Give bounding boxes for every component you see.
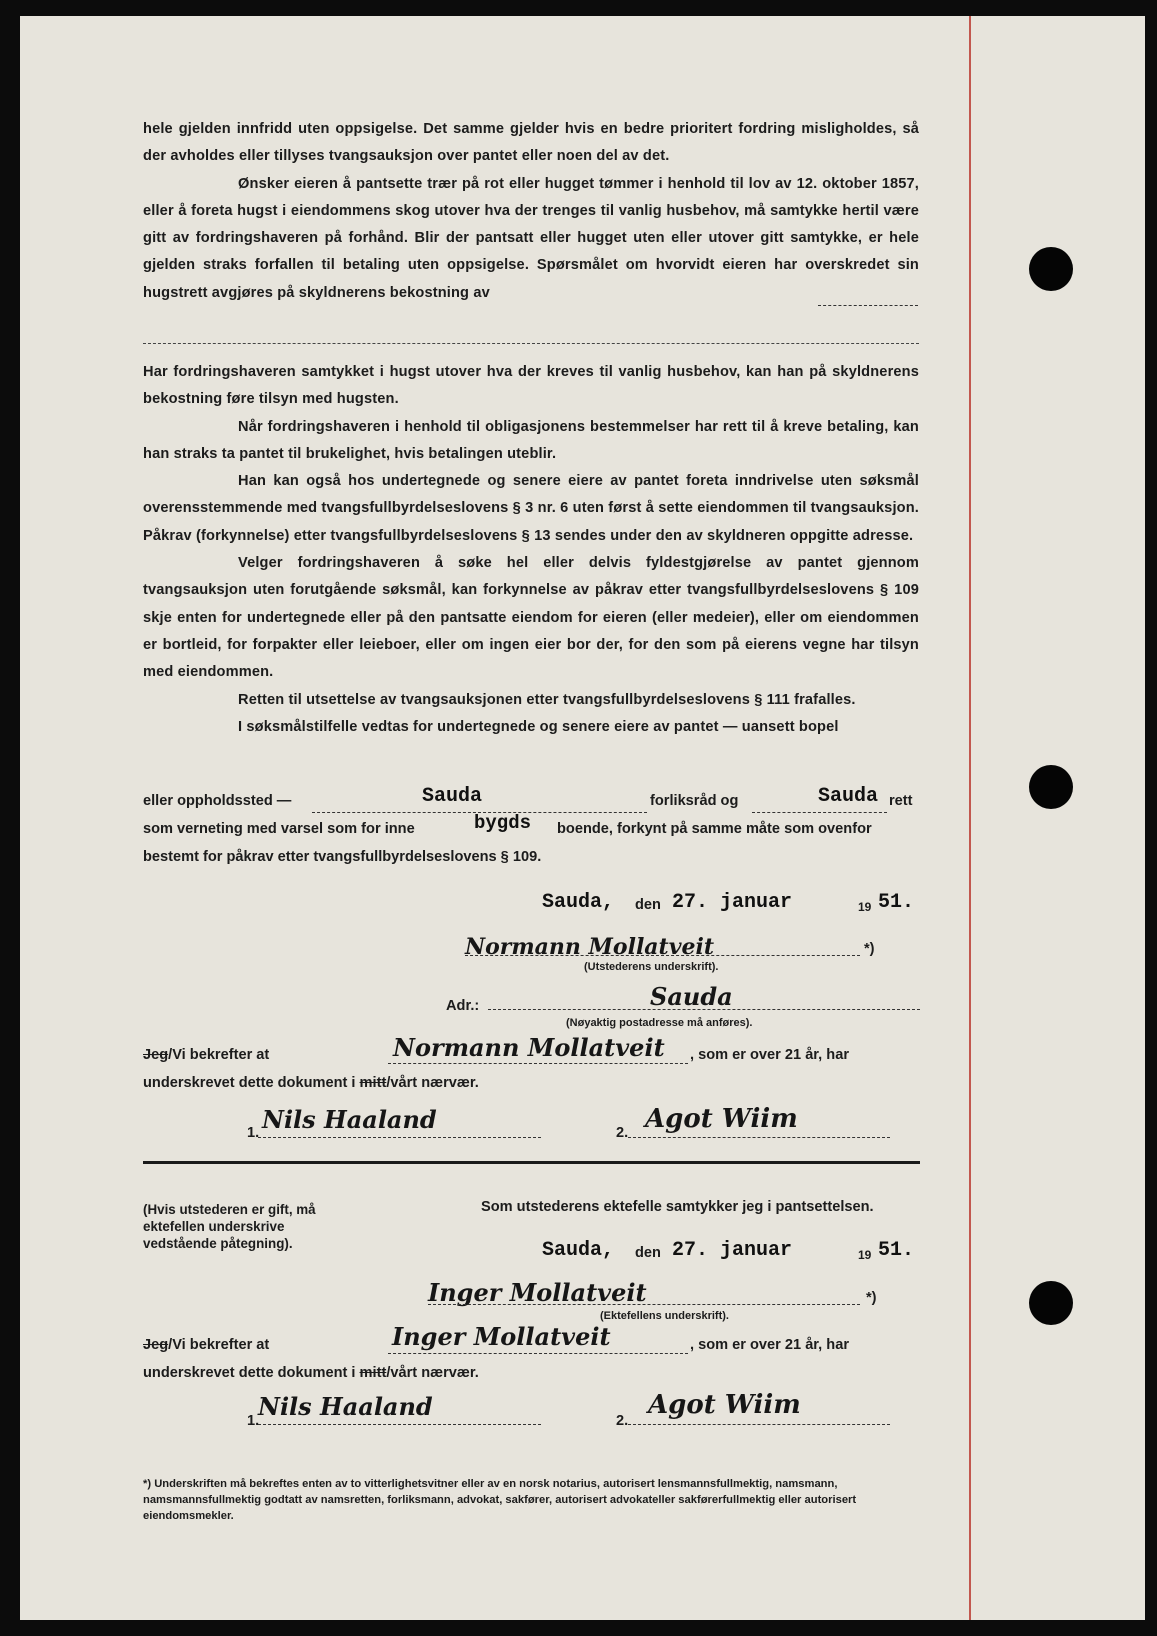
spouse-signature: Inger Mollatveit xyxy=(428,1278,647,1307)
witness-1-number: 1. xyxy=(247,1125,260,1141)
paragraph: Han kan også hos undertegnede og senere eiere av pantet foreta inndrivelse uten søksmål overensstemmende med tvangsfullbyrdelseslovens § 3 nr. 6 uten først å sette eiendommen til tvangsauksjon. Påkrav (forkynnelse) etter tvangsfullbyrdelseslovens § 13 sendes under den av skyldneren oppgitte adresse. xyxy=(143,473,919,544)
paragraph: Velger fordringshaveren å søke hel eller delvis fyldestgjørelse av pantet gjennom tvangsauksjon uten forutgående søksmål, kan forkynnelse av påkrav etter tvangsfullbyrdelseslovens § 109 skje enten for undertegnede eller på den pantsatte eiendom for eieren (eller medeier), eller om eiendommen er bortleid, for forpakter eller leieboer, eller om ingen eier bor der, for den som på eierens vegne har tilsyn med eiendommen. xyxy=(143,555,919,681)
binder-hole xyxy=(1029,1281,1073,1325)
venue-place-1: Sauda xyxy=(422,785,483,808)
issuer-signature: Normann Mollatveit xyxy=(465,934,715,960)
fill-line xyxy=(428,1304,860,1305)
venue-prefix: eller oppholdssted — xyxy=(143,793,292,809)
struck-word: Jeg xyxy=(143,1047,169,1063)
fill-line xyxy=(258,1137,541,1138)
margin-red-line xyxy=(969,16,971,1620)
spouse-witness-2-number: 2. xyxy=(616,1413,629,1429)
spouse-confirm-suffix: , som er over 21 år, har xyxy=(690,1337,849,1353)
address-handwritten: Sauda xyxy=(650,982,733,1011)
spouse-place: Sauda, xyxy=(542,1239,615,1262)
spouse-year-suffix: 51. xyxy=(878,1239,915,1262)
venue-line-2-prefix: som verneting med varsel som for inne xyxy=(143,821,415,837)
spouse-witness-1-number: 1. xyxy=(247,1413,260,1429)
venue-line-3: bestemt for påkrav etter tvangsfullbyrdelseslovens § 109. xyxy=(143,849,542,865)
paragraph: Retten til utsettelse av tvangsauksjonen etter tvangsfullbyrdelseslovens § 111 frafalles. xyxy=(238,691,856,708)
address-caption: (Nøyaktig postadresse må anføres). xyxy=(566,1017,753,1029)
witness-2-number: 2. xyxy=(616,1125,629,1141)
venue-line-2-suffix: boende, forkynt på samme måte som ovenfor xyxy=(557,821,872,837)
spouse-den: den xyxy=(635,1245,661,1261)
confirm-suffix: , som er over 21 år, har xyxy=(690,1047,849,1063)
spouse-confirm-line-2: underskrevet dette dokument i mitt/vårt nærvær. xyxy=(143,1365,479,1381)
confirm-handwritten-name: Normann Mollatveit xyxy=(393,1033,665,1062)
witness-1-signature: Nils Haaland xyxy=(262,1105,437,1134)
fill-line xyxy=(628,1424,890,1425)
spouse-side-note: (Hvis utstederen er gift, må ektefellen underskrive vedstående påtegning). xyxy=(143,1202,316,1251)
fill-line xyxy=(388,1063,688,1064)
issuer-den: den xyxy=(635,897,661,913)
issuer-date: 27. januar xyxy=(672,891,793,914)
spouse-year-prefix: 19 xyxy=(858,1248,872,1262)
spouse-confirm-handwritten-name: Inger Mollatveit xyxy=(392,1322,611,1351)
issuer-year-prefix: 19 xyxy=(858,900,872,914)
issuer-place: Sauda, xyxy=(542,891,615,914)
terms-block-1 xyxy=(143,116,919,307)
paragraph: Har fordringshaveren samtykket i hugst utover hva der kreves til vanlig husbehov, kan han på skyldnerens bekostning føre tilsyn med hugsten. xyxy=(143,364,919,408)
binder-hole xyxy=(1029,765,1073,809)
venue-suffix: rett xyxy=(889,793,913,809)
fill-line xyxy=(388,1353,688,1354)
fill-line xyxy=(752,812,887,813)
fill-line xyxy=(258,1424,541,1425)
witness-2-signature: Agot Wiim xyxy=(645,1104,798,1134)
issuer-year-suffix: 51. xyxy=(878,891,915,914)
confirm-line-2: underskrevet dette dokument i mitt/vårt nærvær. xyxy=(143,1075,479,1091)
fill-line xyxy=(818,305,918,306)
blank-fill-line xyxy=(143,343,919,344)
section-divider xyxy=(143,1161,920,1164)
spouse-date: 27. januar xyxy=(672,1239,793,1262)
binder-hole xyxy=(1029,247,1073,291)
issuer-signature-caption: (Utstederens underskrift). xyxy=(584,961,719,973)
venue-mid: forliksråd og xyxy=(650,793,739,809)
spouse-signature-caption: (Ektefellens underskrift). xyxy=(600,1310,729,1322)
address-label: Adr.: xyxy=(446,998,480,1014)
spouse-witness-2-signature: Agot Wiim xyxy=(648,1390,801,1420)
spouse-heading: Som utstederens ektefelle samtykker jeg i pantsettelsen. xyxy=(481,1199,874,1215)
confirm-line-1: Jeg/Vi bekrefter at xyxy=(143,1047,270,1063)
fill-line xyxy=(628,1137,890,1138)
footnote: *) Underskriften må bekreftes enten av to vitterlighetsvitner eller av en norsk notarius, autorisert lensmannsfullmektig, namsmann, namsmannsfullmektig godtatt av namsretten, forliksmann, advokat, sakfører, autorisert advokateller sakførerfullmektig eller autorisert eiendomsmekler. xyxy=(143,1478,857,1522)
venue-inserted: bygds xyxy=(474,812,532,834)
venue-place-2: Sauda xyxy=(818,785,879,808)
fill-line xyxy=(465,955,860,956)
paragraph: I søksmålstilfelle vedtas for undertegnede og senere eiere av pantet — uansett bopel xyxy=(238,718,839,735)
terms-block-2 xyxy=(143,359,919,741)
footnote-marker: *) xyxy=(866,1290,877,1306)
spouse-confirm-line-1: Jeg/Vi bekrefter at xyxy=(143,1337,270,1353)
paragraph: Ønsker eieren å pantsette trær på rot eller hugget tømmer i henhold til lov av 12. oktober 1857, eller å foreta hugst i eiendommens skog utover hva der trenges til vanlig husbehov, må samtykke hertil være gitt av fordringshaveren på forhånd. Blir der pantsatt eller hugget uten eller utover gitt samtykke, er hele gjelden straks forfallen til betaling uten oppsigelse. Spørsmålet om hvorvidt eieren har overskredet sin hugstrett avgjøres på skyldnerens bekostning av xyxy=(143,175,919,301)
paragraph: hele gjelden innfridd uten oppsigelse. Det samme gjelder hvis en bedre prioritert fordring misligholdes, så der avholdes eller tillyses tvangsauksjon over pantet eller noen del av det. xyxy=(143,121,919,165)
spouse-witness-1-signature: Nils Haaland xyxy=(258,1392,433,1421)
footnote-marker: *) xyxy=(864,941,875,957)
paragraph: Når fordringshaveren i henhold til obligasjonens bestemmelser har rett til å kreve betaling, kan han straks ta pantet til brukelighet, hvis betalingen uteblir. xyxy=(143,418,919,462)
struck-word: Jeg xyxy=(143,1337,169,1353)
